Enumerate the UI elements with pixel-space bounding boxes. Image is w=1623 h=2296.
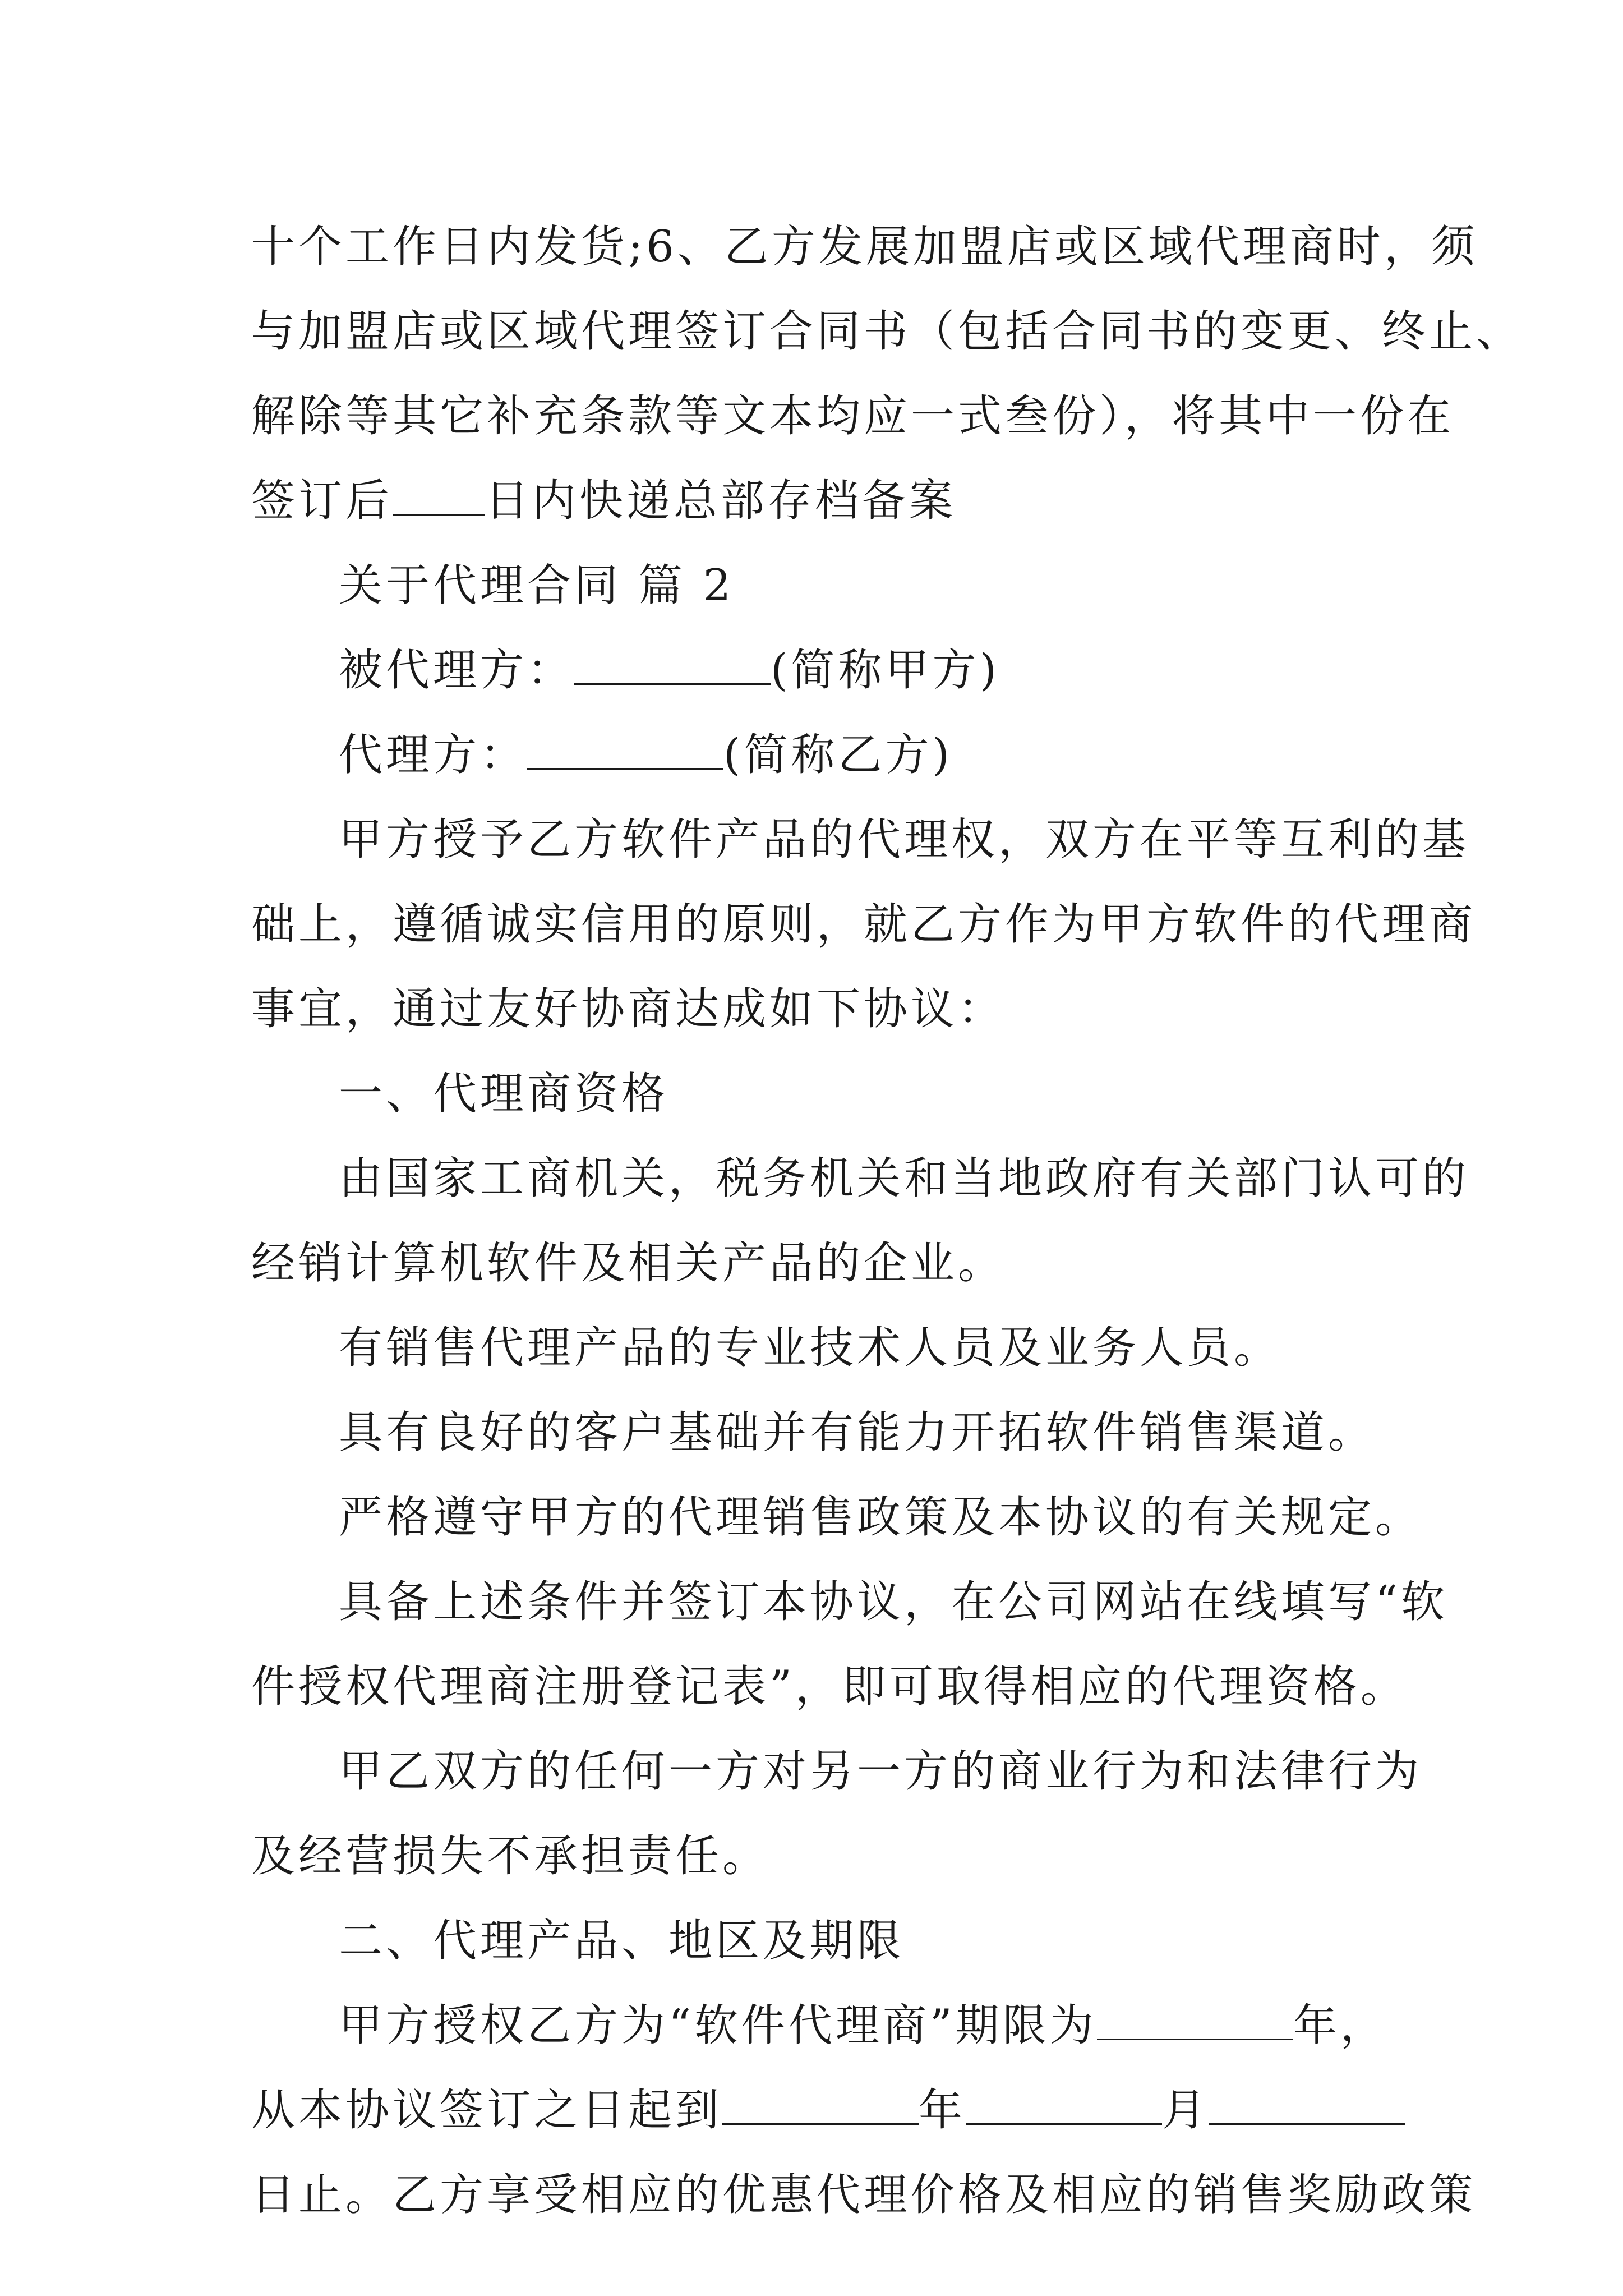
paragraph-line: 与加盟店或区域代理签订合同书（包括合同书的变更、终止、 [251, 306, 1524, 357]
paragraph-line: 础上，遵循诚实信用的原则，就乙方作为甲方软件的代理商 [251, 899, 1477, 950]
party-b-line [251, 713, 1390, 798]
paragraph-line: 事宜，通过友好协商达成如下协议： [251, 984, 1006, 1034]
paragraph-line: 甲乙双方的任何一方对另一方的商业行为和法律行为 [339, 1746, 1423, 1797]
paragraph-line: 具备上述条件并签订本协议，在公司网站在线填写“软 [339, 1577, 1448, 1627]
paragraph-line: 甲方授予乙方软件产品的代理权，双方在平等互利的基 [339, 815, 1470, 865]
paragraph-line: 解除等其它补充条款等文本均应一式叁份），将其中一份在 [251, 391, 1455, 441]
party-b-blank [527, 733, 723, 770]
paragraph-line: 经销计算机软件及相关产品的企业。 [251, 1238, 1006, 1289]
paragraph-line [251, 459, 1390, 544]
party-b-note: (简称乙方) [723, 730, 953, 780]
paragraph-line: 严格遵守甲方的代理销售政策及本协议的有关规定。 [339, 1492, 1423, 1543]
section-heading: 二、代理产品、地区及期限 [339, 1916, 905, 1966]
end-month-blank [966, 2088, 1162, 2125]
end-year-blank [722, 2088, 919, 2125]
fill-in-blank [393, 479, 485, 516]
paragraph-line: 十个工作日内发货;6、乙方发展加盟店或区域代理商时，须 [251, 222, 1478, 272]
paragraph-line: 具有良好的客户基础并有能力开拓软件销售渠道。 [339, 1407, 1376, 1458]
line-text: 月 [1162, 2085, 1210, 2136]
paragraph-line: 日止。乙方享受相应的优惠代理价格及相应的销售奖励政策 [251, 2170, 1477, 2220]
line-text: 年， [1293, 2000, 1387, 2051]
paragraph-line: 及经营损失不承担责任。 [251, 1831, 770, 1881]
paragraph-line: 由国家工商机关，税务机关和当地政府有关部门认可的 [339, 1153, 1470, 1204]
line-text: 日内快递总部存档备案 [485, 476, 957, 526]
term-years-blank [1097, 2004, 1293, 2040]
paragraph-line: 有销售代理产品的专业技术人员及业务人员。 [339, 1323, 1281, 1373]
document-body [251, 205, 1524, 2238]
section-title: 关于代理合同 篇 2 [339, 560, 735, 611]
party-b-label: 代理方： [339, 730, 528, 780]
party-a-line [251, 628, 1390, 713]
party-a-blank [574, 648, 771, 685]
paragraph-line: 件授权代理商注册登记表”，即可取得相应的代理资格。 [251, 1662, 1408, 1712]
party-a-note: (简称甲方) [771, 645, 1000, 696]
line-text: 从本协议签订之日起到 [251, 2085, 723, 2136]
line-text: 签订后 [251, 476, 393, 526]
line-text: 年 [919, 2085, 966, 2136]
paragraph-line [251, 1984, 1390, 2068]
party-a-label: 被代理方： [339, 645, 575, 696]
paragraph-line [251, 2068, 1390, 2153]
line-text: 甲方授权乙方为“软件代理商”期限为 [339, 2000, 1097, 2051]
end-day-blank [1209, 2088, 1405, 2125]
section-heading: 一、代理商资格 [339, 1069, 669, 1119]
